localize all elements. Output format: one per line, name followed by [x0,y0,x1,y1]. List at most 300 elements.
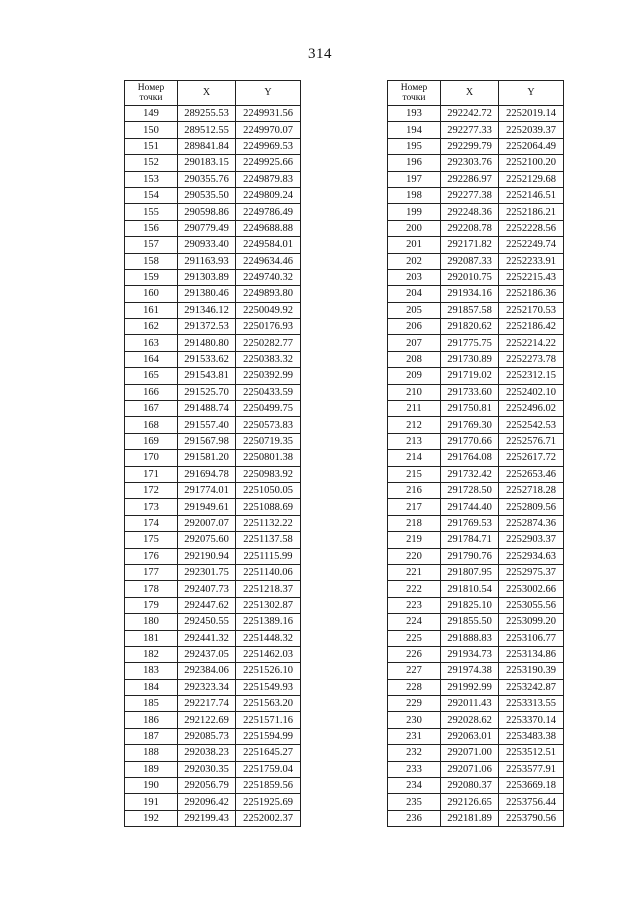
table-row [125,155,301,171]
cell-point-number: 196 [388,155,441,171]
cell-x: 291769.30 [441,417,499,433]
table-row [125,106,301,122]
cell-point-number: 209 [388,368,441,384]
cell-point-number: 223 [388,597,441,613]
cell-y: 2253190.39 [499,663,564,679]
cell-point-number: 191 [125,794,178,810]
cell-point-number: 185 [125,696,178,712]
cell-y: 2252718.28 [499,482,564,498]
cell-x: 291533.62 [178,351,236,367]
cell-y: 2252653.46 [499,466,564,482]
cell-x: 292122.69 [178,712,236,728]
cell-y: 2252273.78 [499,351,564,367]
cell-y: 2252215.43 [499,269,564,285]
cell-y: 2251462.03 [236,646,301,662]
cell-x: 291820.62 [441,319,499,335]
cell-point-number: 163 [125,335,178,351]
table-row [388,696,564,712]
cell-point-number: 236 [388,810,441,826]
table-row [125,696,301,712]
cell-point-number: 229 [388,696,441,712]
cell-y: 2252402.10 [499,384,564,400]
cell-y: 2251759.04 [236,761,301,777]
cell-point-number: 193 [388,106,441,122]
cell-point-number: 227 [388,663,441,679]
cell-y: 2251132.22 [236,515,301,531]
cell-y: 2249740.32 [236,269,301,285]
header-y: Y [236,81,301,106]
table-row [125,548,301,564]
table-row [388,810,564,826]
page-number: 314 [308,46,332,62]
cell-x: 291346.12 [178,302,236,318]
cell-point-number: 210 [388,384,441,400]
table-row [388,155,564,171]
cell-point-number: 233 [388,761,441,777]
cell-point-number: 175 [125,532,178,548]
cell-y: 2253002.66 [499,581,564,597]
table-row [125,351,301,367]
cell-point-number: 154 [125,187,178,203]
cell-x: 292085.73 [178,728,236,744]
cell-point-number: 188 [125,745,178,761]
cell-point-number: 182 [125,646,178,662]
cell-y: 2253313.55 [499,696,564,712]
cell-x: 290598.86 [178,204,236,220]
cell-point-number: 199 [388,204,441,220]
cell-x: 289841.84 [178,138,236,154]
table-row [125,122,301,138]
cell-point-number: 212 [388,417,441,433]
cell-point-number: 176 [125,548,178,564]
cell-point-number: 152 [125,155,178,171]
cell-point-number: 222 [388,581,441,597]
cell-point-number: 173 [125,499,178,515]
table-row [125,482,301,498]
table-row [388,778,564,794]
cell-point-number: 228 [388,679,441,695]
table-row [388,433,564,449]
cell-x: 291810.54 [441,581,499,597]
cell-x: 290183.15 [178,155,236,171]
cell-y: 2251088.69 [236,499,301,515]
cell-point-number: 206 [388,319,441,335]
cell-point-number: 186 [125,712,178,728]
table-row [125,614,301,630]
cell-point-number: 179 [125,597,178,613]
cell-x: 292299.79 [441,138,499,154]
header-point-number [388,81,441,106]
table-row [388,106,564,122]
table-row [388,417,564,433]
cell-point-number: 157 [125,237,178,253]
header-x: X [178,81,236,106]
cell-point-number: 171 [125,466,178,482]
table-row [125,564,301,580]
cell-x: 291934.73 [441,646,499,662]
cell-y: 2252186.42 [499,319,564,335]
table-row [125,778,301,794]
table-row [388,269,564,285]
cell-y: 2252249.74 [499,237,564,253]
cell-y: 2249893.80 [236,286,301,302]
cell-y: 2252903.37 [499,532,564,548]
cell-y: 2252186.21 [499,204,564,220]
cell-y: 2252100.20 [499,155,564,171]
table-row [125,384,301,400]
cell-x: 292030.35 [178,761,236,777]
cell-x: 291557.40 [178,417,236,433]
cell-x: 292303.76 [441,155,499,171]
cell-x: 292171.82 [441,237,499,253]
cell-point-number: 172 [125,482,178,498]
cell-x: 291719.02 [441,368,499,384]
cell-x: 291949.61 [178,499,236,515]
cell-point-number: 160 [125,286,178,302]
cell-x: 291857.58 [441,302,499,318]
cell-y: 2250983.92 [236,466,301,482]
cell-x: 292063.01 [441,728,499,744]
cell-point-number: 208 [388,351,441,367]
cell-point-number: 183 [125,663,178,679]
cell-x: 292010.75 [441,269,499,285]
cell-y: 2253099.20 [499,614,564,630]
cell-x: 291855.50 [441,614,499,630]
cell-point-number: 224 [388,614,441,630]
table-row [388,450,564,466]
cell-y: 2251563.20 [236,696,301,712]
cell-y: 2251115.99 [236,548,301,564]
cell-x: 292056.79 [178,778,236,794]
cell-point-number: 201 [388,237,441,253]
cell-y: 2253756.44 [499,794,564,810]
cell-x: 292301.75 [178,564,236,580]
table-row [388,548,564,564]
cell-y: 2249634.46 [236,253,301,269]
table-row [125,597,301,613]
cell-point-number: 230 [388,712,441,728]
cell-x: 292038.23 [178,745,236,761]
cell-y: 2251594.99 [236,728,301,744]
cell-point-number: 202 [388,253,441,269]
cell-y: 2252186.36 [499,286,564,302]
cell-y: 2253370.14 [499,712,564,728]
cell-y: 2251389.16 [236,614,301,630]
cell-point-number: 150 [125,122,178,138]
table-header-row [125,81,301,106]
table-row [388,745,564,761]
cell-y: 2252496.02 [499,401,564,417]
cell-x: 291744.40 [441,499,499,515]
cell-point-number: 220 [388,548,441,564]
table-row [125,138,301,154]
cell-point-number: 234 [388,778,441,794]
cell-x: 292248.36 [441,204,499,220]
cell-x: 291488.74 [178,401,236,417]
cell-x: 291380.46 [178,286,236,302]
cell-x: 291567.98 [178,433,236,449]
cell-y: 2252874.36 [499,515,564,531]
cell-point-number: 187 [125,728,178,744]
cell-x: 292071.06 [441,761,499,777]
table-row [125,728,301,744]
cell-point-number: 219 [388,532,441,548]
cell-y: 2251925.69 [236,794,301,810]
table-row [125,581,301,597]
cell-x: 292277.38 [441,187,499,203]
cell-y: 2252617.72 [499,450,564,466]
cell-x: 292277.33 [441,122,499,138]
cell-y: 2252809.56 [499,499,564,515]
cell-point-number: 198 [388,187,441,203]
table-row [125,237,301,253]
cell-point-number: 153 [125,171,178,187]
cell-x: 292199.43 [178,810,236,826]
table-row [388,532,564,548]
table-row [388,794,564,810]
table-row [388,597,564,613]
cell-y: 2251571.16 [236,712,301,728]
header-point-number-line1: Номер [400,83,428,93]
table-row [388,646,564,662]
cell-point-number: 164 [125,351,178,367]
cell-y: 2250392.99 [236,368,301,384]
cell-point-number: 168 [125,417,178,433]
cell-point-number: 226 [388,646,441,662]
header-y: Y [499,81,564,106]
cell-point-number: 181 [125,630,178,646]
cell-y: 2250176.93 [236,319,301,335]
cell-y: 2253134.86 [499,646,564,662]
table-row [388,187,564,203]
cell-point-number: 203 [388,269,441,285]
cell-x: 292071.00 [441,745,499,761]
cell-x: 291974.38 [441,663,499,679]
cell-y: 2253055.56 [499,597,564,613]
cell-point-number: 177 [125,564,178,580]
table-row [125,401,301,417]
cell-x: 289512.55 [178,122,236,138]
cell-y: 2250433.59 [236,384,301,400]
table-row [388,728,564,744]
cell-y: 2251218.37 [236,581,301,597]
cell-x: 291769.53 [441,515,499,531]
cell-y: 2252039.37 [499,122,564,138]
cell-x: 292242.72 [441,106,499,122]
cell-x: 291825.10 [441,597,499,613]
cell-y: 2249931.56 [236,106,301,122]
table-row [388,630,564,646]
cell-point-number: 205 [388,302,441,318]
cell-x: 291934.16 [441,286,499,302]
cell-y: 2249970.07 [236,122,301,138]
cell-x: 291480.80 [178,335,236,351]
cell-x: 292384.06 [178,663,236,679]
table-row [125,712,301,728]
cell-x: 289255.53 [178,106,236,122]
cell-x: 292028.62 [441,712,499,728]
cell-x: 292323.34 [178,679,236,695]
table-row [388,515,564,531]
cell-y: 2250383.32 [236,351,301,367]
cell-point-number: 189 [125,761,178,777]
cell-x: 291543.81 [178,368,236,384]
table-row [125,335,301,351]
table-row [125,810,301,826]
header-point-number-line2: точки [402,93,426,103]
table-row [125,302,301,318]
cell-point-number: 149 [125,106,178,122]
cell-y: 2253242.87 [499,679,564,695]
cell-x: 291750.81 [441,401,499,417]
cell-y: 2249584.01 [236,237,301,253]
table-row [388,220,564,236]
header-point-number [125,81,178,106]
cell-x: 291807.95 [441,564,499,580]
table-row [388,122,564,138]
table-row [388,319,564,335]
cell-x: 291372.53 [178,319,236,335]
table-row [125,368,301,384]
cell-y: 2252576.71 [499,433,564,449]
table-row [125,794,301,810]
cell-y: 2252129.68 [499,171,564,187]
cell-x: 292286.97 [441,171,499,187]
cell-x: 292407.73 [178,581,236,597]
table-row [125,761,301,777]
table-row [125,630,301,646]
cell-y: 2252170.53 [499,302,564,318]
table-row [388,581,564,597]
cell-point-number: 195 [388,138,441,154]
cell-point-number: 151 [125,138,178,154]
table-row [125,663,301,679]
cell-point-number: 161 [125,302,178,318]
cell-point-number: 192 [125,810,178,826]
cell-y: 2251050.05 [236,482,301,498]
cell-y: 2249688.88 [236,220,301,236]
table-row [125,433,301,449]
table-row [125,286,301,302]
table-row [388,171,564,187]
table-row [125,450,301,466]
cell-x: 292441.32 [178,630,236,646]
table-row [388,401,564,417]
cell-point-number: 178 [125,581,178,597]
cell-y: 2253483.38 [499,728,564,744]
cell-point-number: 225 [388,630,441,646]
cell-point-number: 213 [388,433,441,449]
cell-point-number: 217 [388,499,441,515]
cell-y: 2250282.77 [236,335,301,351]
cell-point-number: 200 [388,220,441,236]
cell-y: 2252542.53 [499,417,564,433]
cell-point-number: 235 [388,794,441,810]
table-row [388,335,564,351]
table-row [388,712,564,728]
cell-point-number: 194 [388,122,441,138]
cell-x: 292087.33 [441,253,499,269]
table-row [125,679,301,695]
table-row [125,171,301,187]
cell-y: 2253790.56 [499,810,564,826]
cell-point-number: 207 [388,335,441,351]
table-row [388,302,564,318]
table-row [125,466,301,482]
table-row [125,745,301,761]
cell-y: 2251137.58 [236,532,301,548]
cell-point-number: 204 [388,286,441,302]
cell-x: 290355.76 [178,171,236,187]
cell-point-number: 190 [125,778,178,794]
cell-x: 291770.66 [441,433,499,449]
cell-y: 2253512.51 [499,745,564,761]
cell-point-number: 221 [388,564,441,580]
cell-y: 2252064.49 [499,138,564,154]
cell-y: 2250499.75 [236,401,301,417]
cell-y: 2252214.22 [499,335,564,351]
table-row [388,499,564,515]
coordinates-table-right [387,80,564,827]
cell-y: 2249969.53 [236,138,301,154]
cell-x: 291163.93 [178,253,236,269]
cell-x: 291732.42 [441,466,499,482]
table-row [388,204,564,220]
cell-y: 2249786.49 [236,204,301,220]
header-x: X [441,81,499,106]
table-row [125,499,301,515]
table-row [125,417,301,433]
table-row [388,253,564,269]
table-row [125,204,301,220]
cell-x: 292007.07 [178,515,236,531]
cell-point-number: 162 [125,319,178,335]
cell-x: 290933.40 [178,237,236,253]
table-row [388,237,564,253]
header-point-number-line2: точки [139,93,163,103]
header-point-number-line1: Номер [137,83,165,93]
cell-point-number: 216 [388,482,441,498]
cell-y: 2252312.15 [499,368,564,384]
cell-x: 291733.60 [441,384,499,400]
coordinates-table-left [124,80,301,827]
cell-x: 290535.50 [178,187,236,203]
cell-y: 2252019.14 [499,106,564,122]
cell-x: 292190.94 [178,548,236,564]
cell-x: 291728.50 [441,482,499,498]
cell-point-number: 159 [125,269,178,285]
cell-point-number: 155 [125,204,178,220]
cell-point-number: 197 [388,171,441,187]
cell-y: 2251140.06 [236,564,301,580]
cell-x: 291790.76 [441,548,499,564]
table-row [125,253,301,269]
table-row [125,515,301,531]
cell-x: 291784.71 [441,532,499,548]
cell-y: 2251549.93 [236,679,301,695]
table-body-right [388,106,564,827]
cell-x: 292080.37 [441,778,499,794]
cell-y: 2252233.91 [499,253,564,269]
cell-x: 290779.49 [178,220,236,236]
cell-point-number: 214 [388,450,441,466]
table-row [388,482,564,498]
table-row [388,761,564,777]
cell-y: 2252934.63 [499,548,564,564]
cell-x: 291888.83 [441,630,499,646]
cell-x: 292181.89 [441,810,499,826]
cell-x: 291774.01 [178,482,236,498]
